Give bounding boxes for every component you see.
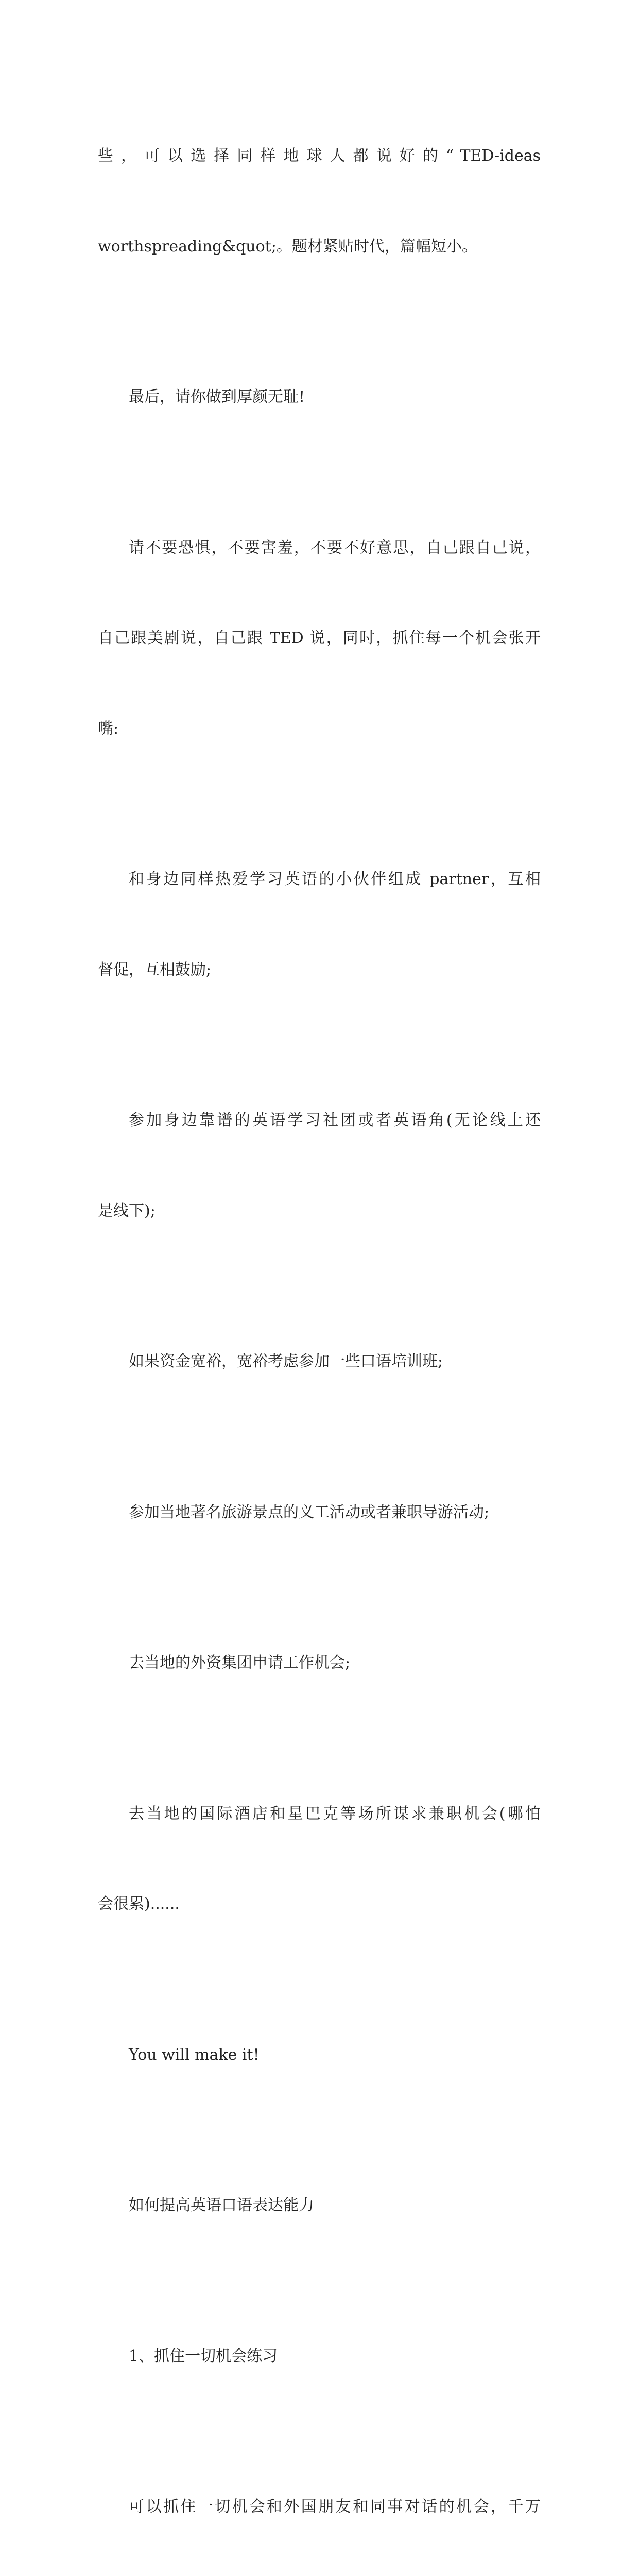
- text-line: 去当地的国际酒店和星巴克等场所谋求兼职机会(哪怕: [129, 1804, 541, 1823]
- paragraph: [98, 322, 541, 473]
- text-line: worthspreading&quot;。题材紧贴时代，篇幅短小。: [98, 237, 477, 256]
- paragraph: [98, 804, 541, 1045]
- paragraph: [98, 1739, 541, 1980]
- paragraph: [98, 1588, 541, 1739]
- text-line: 最后，请你做到厚颜无耻!: [129, 388, 305, 406]
- text-line: 可以抓住一切机会和外国朋友和同事对话的机会，千万: [129, 2498, 541, 2516]
- paragraph: [98, 1045, 541, 1286]
- text-line: 和身边同样热爱学习英语的小伙伴组成 partner，互相: [129, 870, 541, 888]
- paragraph: [98, 81, 541, 322]
- paragraph: [98, 1980, 541, 2131]
- text-line: 如何提高英语口语表达能力: [129, 2196, 314, 2214]
- document-body: [98, 81, 541, 2576]
- text-line: 会很累)......: [98, 1895, 180, 1913]
- text-line: 1、抓住一切机会练习: [129, 2347, 278, 2365]
- text-line: 参加身边靠谱的英语学习社团或者英语角(无论线上还: [129, 1111, 541, 1129]
- paragraph: [98, 2281, 541, 2432]
- paragraph: [98, 473, 541, 805]
- text-line: 如果资金宽裕，宽裕考虑参加一些口语培训班;: [129, 1352, 443, 1370]
- text-line: 是线下);: [98, 1201, 156, 1220]
- paragraph: [98, 2432, 541, 2576]
- text-line: 嘴:: [98, 719, 119, 738]
- paragraph: [98, 1437, 541, 1588]
- paragraph: [98, 1286, 541, 1437]
- text-line: 些 ， 可 以 选 择 同 样 地 球 人 都 说 好 的 “ TED-ideas: [98, 147, 541, 165]
- text-line: 自己跟美剧说，自己跟 TED 说，同时，抓住每一个机会张开: [98, 629, 541, 647]
- text-line: 参加当地著名旅游景点的义工活动或者兼职导游活动;: [129, 1503, 490, 1521]
- paragraph: [98, 2130, 541, 2281]
- text-line: 请不要恐惧，不要害羞，不要不好意思，自己跟自己说，: [129, 538, 541, 557]
- text-line: 督促，互相鼓励;: [98, 960, 212, 979]
- text-line: You will make it!: [129, 2045, 260, 2064]
- text-line: 去当地的外资集团申请工作机会;: [129, 1654, 351, 1672]
